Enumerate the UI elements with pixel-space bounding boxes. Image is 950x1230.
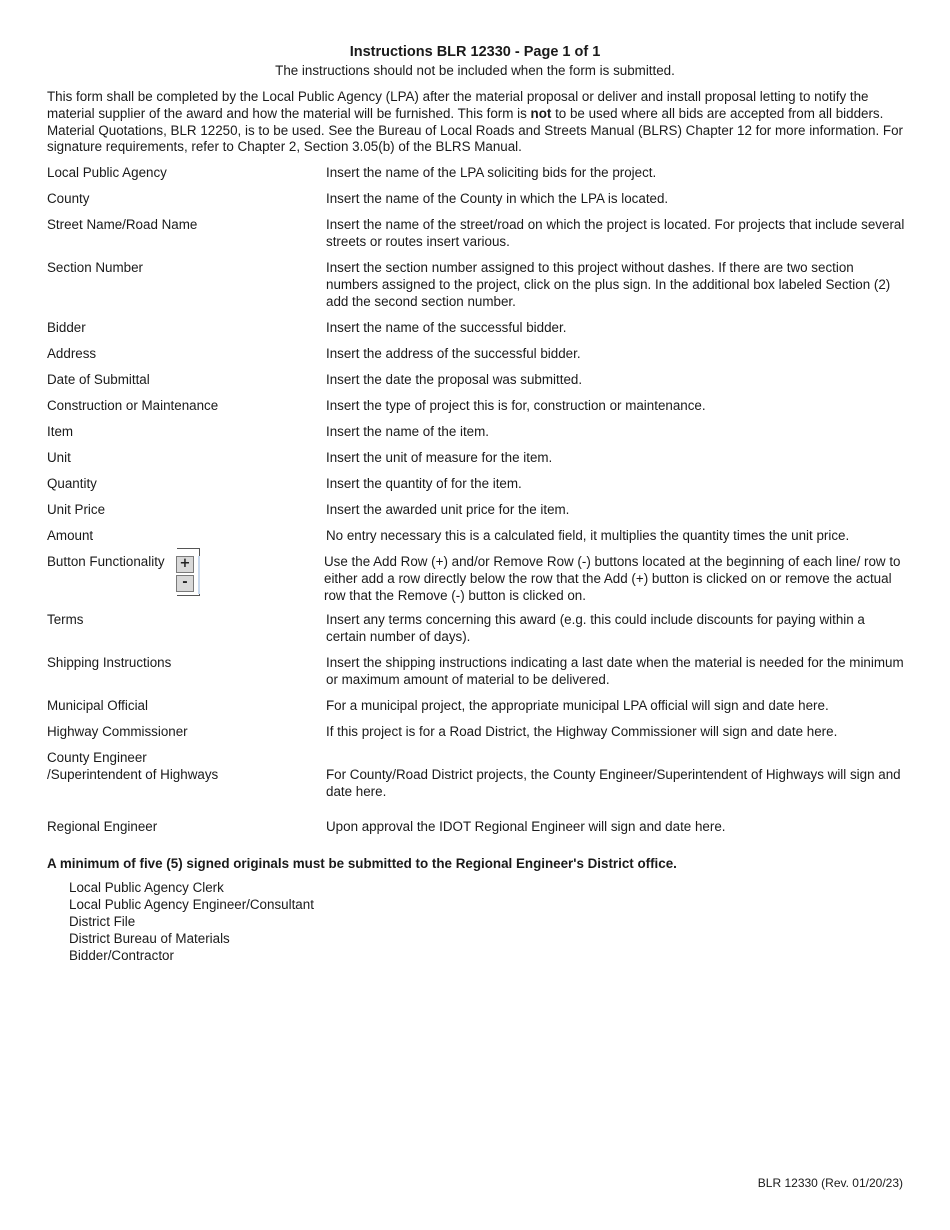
field-label: Construction or Maintenance [47,398,219,413]
field-description: Insert the shipping instructions indicating a last date when the material is needed for the minimum or maximum amount of material to be delivered. [326,655,904,687]
field-label: Terms [47,612,84,627]
field-description: For County/Road District projects, the County Engineer/Superintendent of Highways will sign and date here. [326,767,901,799]
field-label: Button Functionality [47,554,165,569]
field-description: Insert the name of the successful bidder. [326,320,567,335]
field-description: If this project is for a Road District, the Highway Commissioner will sign and date here. [326,724,838,739]
field-label: County [47,191,90,206]
field-label: Unit Price [47,502,106,517]
field-label-line-2: /Superintendent of Highways [47,766,219,782]
field-description: Insert the section number assigned to this project without dashes. If there are two section numbers assigned to the project, click on the plus sign. In the additional box labeled Section (2) add the second section number. [326,260,891,309]
field-label [47,750,317,784]
field-label: Street Name/Road Name [47,217,198,232]
field-description: Insert the quantity of for the item. [326,476,522,491]
intro-text-1: This form shall be completed by the Local Public Agency (LPA) after the material proposal or deliver and install proposal letting to notify the material supplier of the award and how the material will be furnished. This form is [47,89,869,121]
field-label: Municipal Official [47,698,148,713]
field-description: Insert the date the proposal was submitted. [326,372,583,387]
list-item: Local Public Agency Engineer/Consultant [69,896,314,912]
field-description: Use the Add Row (+) and/or Remove Row (-) buttons located at the beginning of each line/ row to either add a row directly below the row that the Add (+) button is clicked on or remove the actual row that the Remove (-) button is clicked on. [324,554,901,603]
list-item: District File [69,913,136,929]
field-description: Insert the name of the street/road on which the project is located. For projects that include several streets or routes insert various. [326,217,905,249]
field-label: Amount [47,528,94,543]
distribution-list [69,880,314,965]
field-label: Shipping Instructions [47,655,172,670]
field-description: Upon approval the IDOT Regional Engineer will sign and date here. [326,819,726,834]
field-description: Insert the unit of measure for the item. [326,450,553,465]
field-label: Address [47,346,97,361]
field-label: Item [47,424,74,439]
field-description: For a municipal project, the appropriate municipal LPA official will sign and date here. [326,698,829,713]
field-description: Insert the name of the LPA soliciting bids for the project. [326,165,657,180]
field-label-line-1: County Engineer [47,750,147,765]
form-revision-footer: BLR 12330 (Rev. 01/20/23) [757,1176,903,1190]
submission-notice: A minimum of five (5) signed originals must be submitted to the Regional Engineer's District office. [47,856,677,871]
intro-paragraph [47,89,907,156]
intro-bold-not: not [530,105,552,121]
intro-text-2: to be used where all bids are accepted from all bidders. Material Quotations, BLR 12250, is to be used. See the Bureau of Local Roads and Streets Manual (BLRS) Chapter 12 for more information. For signature requirements, refer to Chapter 2, Section 3.05(b) of the BLRS Manual. [47,105,903,155]
field-description: Insert any terms concerning this award (e.g. this could include discounts for paying within a certain number of days). [326,612,865,644]
field-label: Unit [47,450,71,465]
field-description: No entry necessary this is a calculated field, it multiplies the quantity times the unit price. [326,528,850,543]
remove-row-icon: - [176,575,194,592]
row-highlight [198,556,200,594]
field-label: Bidder [47,320,86,335]
field-label: Regional Engineer [47,819,158,834]
field-label: Quantity [47,476,97,491]
field-label: Highway Commissioner [47,724,188,739]
field-description: Insert the awarded unit price for the item. [326,502,570,517]
field-label: Local Public Agency [47,165,167,180]
field-label: Date of Submittal [47,372,150,387]
field-description: Insert the name of the County in which the LPA is located. [326,191,669,206]
field-description: Insert the type of project this is for, construction or maintenance. [326,398,706,413]
field-description: Insert the name of the item. [326,424,490,439]
page-subtitle: The instructions should not be included when the form is submitted. [275,63,675,78]
list-item: District Bureau of Materials [69,930,230,946]
page-title: Instructions BLR 12330 - Page 1 of 1 [349,44,601,60]
list-item: Local Public Agency Clerk [69,880,224,895]
field-label: Section Number [47,260,144,275]
list-item: Bidder/Contractor [69,947,174,963]
add-remove-row-buttons-illustration [175,548,201,596]
add-row-icon: + [176,556,194,573]
field-description: Insert the address of the successful bidder. [326,346,581,361]
